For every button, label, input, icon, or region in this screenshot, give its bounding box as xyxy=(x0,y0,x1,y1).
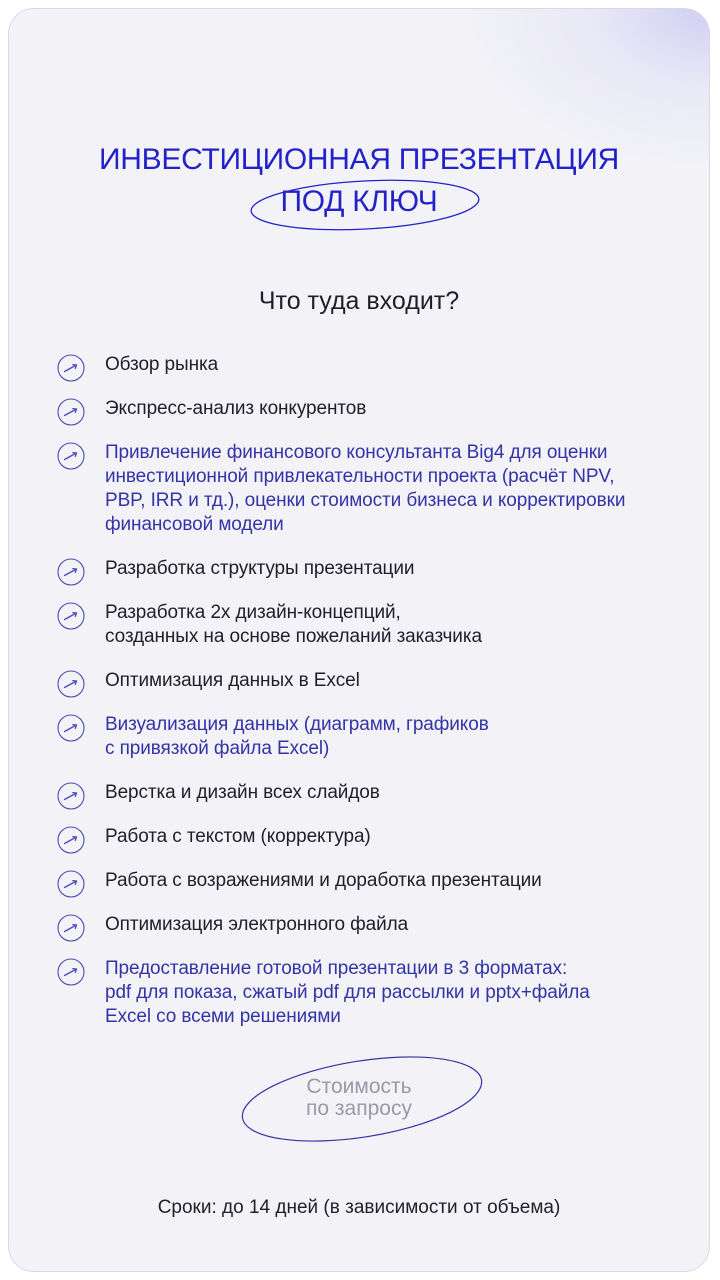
circle-arrow-icon xyxy=(57,914,85,942)
list-item-text: Оптимизация данных в Excel xyxy=(105,670,360,691)
page-title-line-2: ПОД КЛЮЧ xyxy=(280,185,438,218)
list-item-text: Визуализация данных (диаграмм, графиков с привязкой файла Excel) xyxy=(105,714,489,759)
list-item-text: Верстка и дизайн всех слайдов xyxy=(105,782,380,803)
terms-label: Сроки: до 14 дней (в зависимости от объема) xyxy=(157,1197,561,1218)
circle-arrow-icon xyxy=(57,782,85,810)
circle-arrow-icon xyxy=(57,958,85,986)
list-item-text: Предоставление готовой презентации в 3 форматах: pdf для показа, сжатый pdf для рассылки и pptx+файла Excel со всеми решениями xyxy=(105,958,590,1027)
circle-arrow-icon xyxy=(57,826,85,854)
circle-arrow-icon xyxy=(57,714,85,742)
list-item-text: Разработка структуры презентации xyxy=(105,558,415,579)
list-item-text: Работа с текстом (корректура) xyxy=(105,826,371,847)
circle-arrow-icon xyxy=(57,870,85,898)
section-subtitle: Что туда входит? xyxy=(258,287,460,315)
service-card xyxy=(8,8,710,1272)
list-item-text: Экспресс-анализ конкурентов xyxy=(105,398,367,419)
circle-arrow-icon xyxy=(57,558,85,586)
circle-arrow-icon xyxy=(57,398,85,426)
price-label: Стоимость по запросу xyxy=(306,1075,412,1120)
circle-arrow-icon xyxy=(57,602,85,630)
list-item-text: Разработка 2х дизайн-концепций, созданных на основе пожеланий заказчика xyxy=(105,602,482,647)
page-title-line-1: ИНВЕСТИЦИОННАЯ ПРЕЗЕНТАЦИЯ xyxy=(99,143,619,176)
list-item-text: Привлечение финансового консультанта Big4 для оценки инвестиционной привлекательности проекта (расчёт NPV, PBP, IRR и тд.), оценки стоимости бизнеса и корректировки финансовой модели xyxy=(105,442,626,535)
circle-arrow-icon xyxy=(57,442,85,470)
list-item-text: Оптимизация электронного файла xyxy=(105,914,409,935)
list-item-text: Работа с возражениями и доработка презентации xyxy=(105,870,542,891)
circle-arrow-icon xyxy=(57,670,85,698)
circle-arrow-icon xyxy=(57,354,85,382)
list-item-text: Обзор рынка xyxy=(105,354,219,375)
